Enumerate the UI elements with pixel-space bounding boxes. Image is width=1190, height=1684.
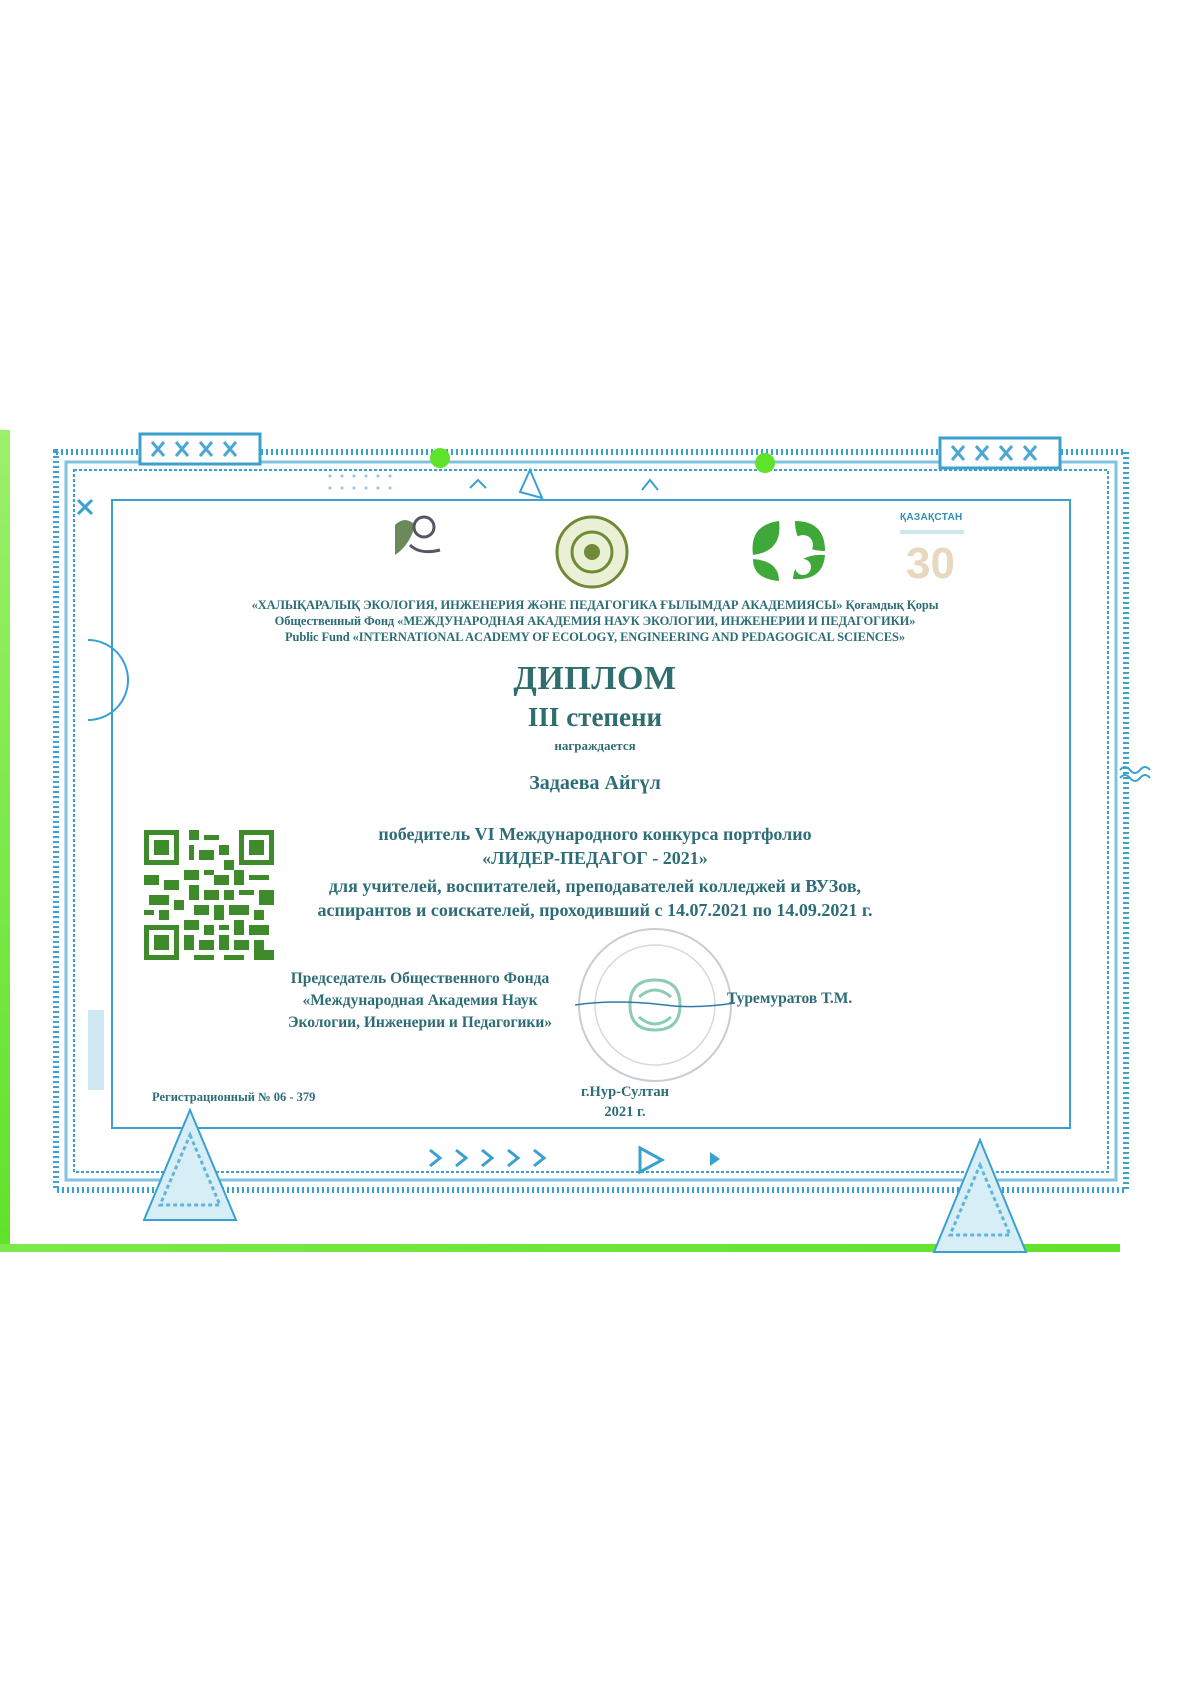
ecology-logo-icon bbox=[745, 515, 830, 585]
contest-line-1: победитель VI Международного конкурса портфолио bbox=[378, 824, 812, 844]
awarded-label: награждается bbox=[554, 738, 636, 753]
org-name-kz: «ХАЛЫҚАРАЛЫҚ ЭКОЛОГИЯ, ИНЖЕНЕРИЯ ЖӘНЕ ПЕДАГОГИКА ҒЫЛЫМДАР АКАДЕМИЯСЫ» Қоғамдық Қоры bbox=[251, 598, 939, 612]
kazakhstan-30-logo-icon bbox=[900, 528, 970, 583]
contest-line-3: для учителей, воспитателей, преподавателей колледжей и ВУЗов, bbox=[328, 876, 862, 896]
year: 2021 г. bbox=[604, 1104, 646, 1120]
svg-text:30: 30 bbox=[906, 539, 955, 583]
signatory-name: Туремуратов Т.М. bbox=[727, 990, 853, 1007]
state-emblem-icon bbox=[555, 515, 630, 590]
city-and-year bbox=[545, 1082, 705, 1122]
signature-role bbox=[270, 968, 570, 1034]
academy-emblem-icon bbox=[380, 505, 450, 575]
kazakhstan-30-logo-text: ҚАЗАҚСТАН bbox=[900, 512, 963, 523]
contest-line-4: аспирантов и соискателей, проходивший с 14.07.2021 по 14.09.2021 г. bbox=[317, 900, 873, 920]
diploma-title: ДИПЛОМ bbox=[513, 660, 677, 697]
org-name-ru: Общественный Фонд «МЕЖДУНАРОДНАЯ АКАДЕМИЯ НАУК ЭКОЛОГИИ, ИНЖЕНЕРИИ И ПЕДАГОГИКИ» bbox=[274, 614, 916, 628]
recipient-name: Задаева Айгүл bbox=[529, 772, 661, 794]
diploma-degree: III степени bbox=[527, 702, 663, 732]
registration-number: Регистрационный № 06 - 379 bbox=[152, 1090, 316, 1104]
signature-role-line-2: «Международная Академия Наук bbox=[302, 992, 538, 1009]
signature-role-line-3: Экологии, Инженерии и Педагогики» bbox=[287, 1014, 553, 1031]
org-name-en: Public Fund «INTERNATIONAL ACADEMY OF ECOLOGY, ENGINEERING AND PEDAGOGICAL SCIENCES» bbox=[285, 630, 905, 644]
contest-line-2: «ЛИДЕР-ПЕДАГОГ - 2021» bbox=[482, 848, 708, 868]
city: г.Нур-Султан bbox=[580, 1084, 670, 1100]
qr-code-icon[interactable] bbox=[144, 830, 274, 960]
official-stamp-icon bbox=[575, 925, 735, 1085]
signature-role-line-1: Председатель Общественного Фонда bbox=[290, 970, 550, 987]
